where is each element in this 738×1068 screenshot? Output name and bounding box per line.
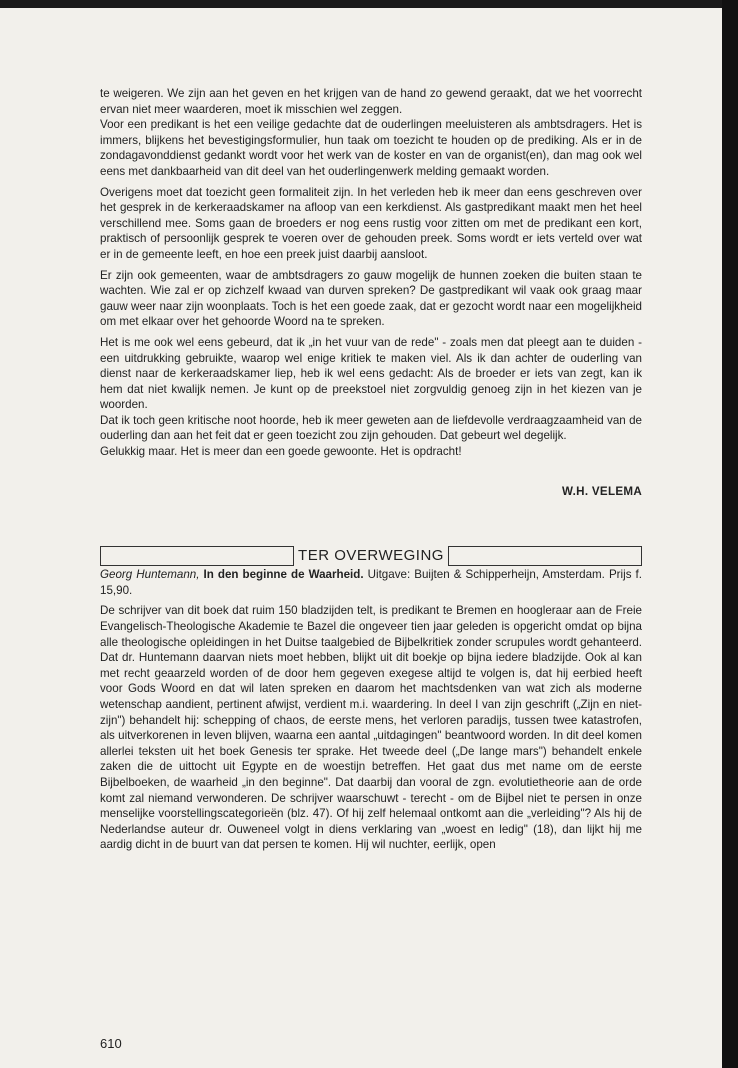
article-paragraph: Het is me ook wel eens gebeurd, dat ik „in het vuur van de rede" - zoals men dat pleegt aan te duiden - een uitdrukking gebruikte, waarop wel enige kritiek te maken viel. Als ik dan achter de ouderling van dienst naar de kerkeraadskamer liep, heb ik wel eens gedacht: Als de broeder er iets van zegt, kan ik hem dat niet kwalijk nemen. Je kunt op de preekstoel niet zorgvuldig genoeg zijn in het kiezen van je woorden. (100, 335, 642, 412)
article-paragraph: Voor een predikant is het een veilige gedachte dat de ouderlingen meeluisteren als ambtsdragers. Het is immers, blijkens het bevestigingsformulier, hun taak om toezicht te houden op de prediking. Als er in de zondagavonddienst gedankt wordt voor het werk van de koster en van de organist(en), dan mag ook wel eens met dankbaarheid van dit deel van het ouderlingenwerk melding gemaakt worden. (100, 118, 642, 178)
top-edge (0, 0, 738, 8)
section-heading (100, 545, 642, 567)
article-author: W.H. VELEMA (562, 484, 642, 498)
section-title: TER OVERWEGING (298, 547, 444, 565)
article-paragraph: Er zijn ook gemeenten, waar de ambtsdragers zo gauw mogelijk de hunnen zoeken die buiten staan te wachten. Wie zal er op zichzelf kwaad van durven spreken? De gastpredikant wil vaak ook graag maar gauw weer naar zijn woonplaats. Toch is het een goede zaak, dat er gezocht wordt naar een mogelijkheid om met elkaar over het gehoorde Woord na te spreken. (100, 268, 642, 329)
article-paragraph: Dat ik toch geen kritische noot hoorde, heb ik meer geweten aan de liefdevolle verdraagzaamheid van de ouderling dan aan het feit dat er geen toezicht zou zijn gehouden. Dat gebeurt wel degelijk. (100, 413, 642, 443)
publication-info: Uitgave: Buijten & Schipperheijn, Amsterdam. Prijs f. 15,90. (100, 568, 642, 597)
book-author: Georg Huntemann, (100, 568, 200, 582)
page-content (100, 86, 642, 858)
page-number: 610 (100, 1036, 122, 1051)
review-body: De schrijver van dit boek dat ruim 150 bladzijden telt, is predikant te Bremen en hoogleraar aan de Freie Evangelisch-Theologische Akademie te Bazel die ongeveer tien jaar geleden is opgericht omdat op bijna alle theologische opleidingen in het Duitse taalgebied de Bijbelkritiek zonder scrupules wordt gehanteerd. Dat dr. Huntemann daarvan niets moet hebben, blijkt uit dit boekje op bijna iedere bladzijde. Ook al kan met recht geaarzeld worden of de door hem gegeven exegese altijd te volgen is, dat hij eerbied heeft voor Gods Woord en dat wil laten spreken en daarom het machtsdenken van wat zich als moderne wetenschap aandient, pertinent afwijst, verdient m.i. waardering. In deel I van zijn geschrift („Zijn en niet-zijn") behandelt hij: schepping of chaos, de eerste mens, het verloren paradijs, tussen twee katastrofen, als uitverkorenen in leven blijven, waarna een aantal „uitdagingen" beantwoord worden. In dit deel komen allerlei teksten uit het boek Genesis ter sprake. Het tweede deel („De lange mars") behandelt enkele zaken die de uittocht uit Egypte en de woestijn betreffen. Het gaat dus met name om de eerste Bijbelboeken, de waarheid „in den beginne". Dat daarbij dan vooral de zgn. evolutietheorie aan de orde komt zal niemand verwonderen. De schrijver waarschuwt - terecht - om de Bijbel niet te persen in onze menselijke voorstellingscategorieën (blz. 47). Of hij zelf helemaal ontkomt aan die „verleiding"? Als hij de Nederlandse auteur dr. Ouweneel volgt in diens verklaring van „woest en ledig" (18), dan lijkt hij me aardig dicht in de buurt van dat persen te komen. Hij wil nuchter, eerlijk, open (100, 604, 642, 852)
article-paragraph: te weigeren. We zijn aan het geven en het krijgen van de hand zo gewend geraakt, dat we het voorrecht ervan niet meer waarderen, moet ik misschien wel zeggen. (100, 87, 642, 116)
article-paragraph: Gelukkig maar. Het is meer dan een goede gewoonte. Het is opdracht! (100, 445, 462, 459)
book-spine (722, 0, 738, 1068)
heading-right-rule (448, 546, 642, 566)
book-title: In den beginne de Waarheid. (203, 568, 364, 582)
heading-left-rule (100, 546, 294, 566)
review-header (100, 567, 642, 598)
article-paragraph: Overigens moet dat toezicht geen formaliteit zijn. In het verleden heb ik meer dan eens geschreven over het gesprek in de kerkeraadskamer na afloop van een kerkdienst. Als gastpredikant maakt men het heel verschillend mee. Soms gaan de broeders er nog eens rustig voor zitten om met de predikant een kort, praktisch of persoonlijk gesprek te voeren over de gehouden preek. Soms wordt er iets verteld over wat er in de gemeente leeft, en hoe een preek juist daarbij aansloot. (100, 185, 642, 261)
